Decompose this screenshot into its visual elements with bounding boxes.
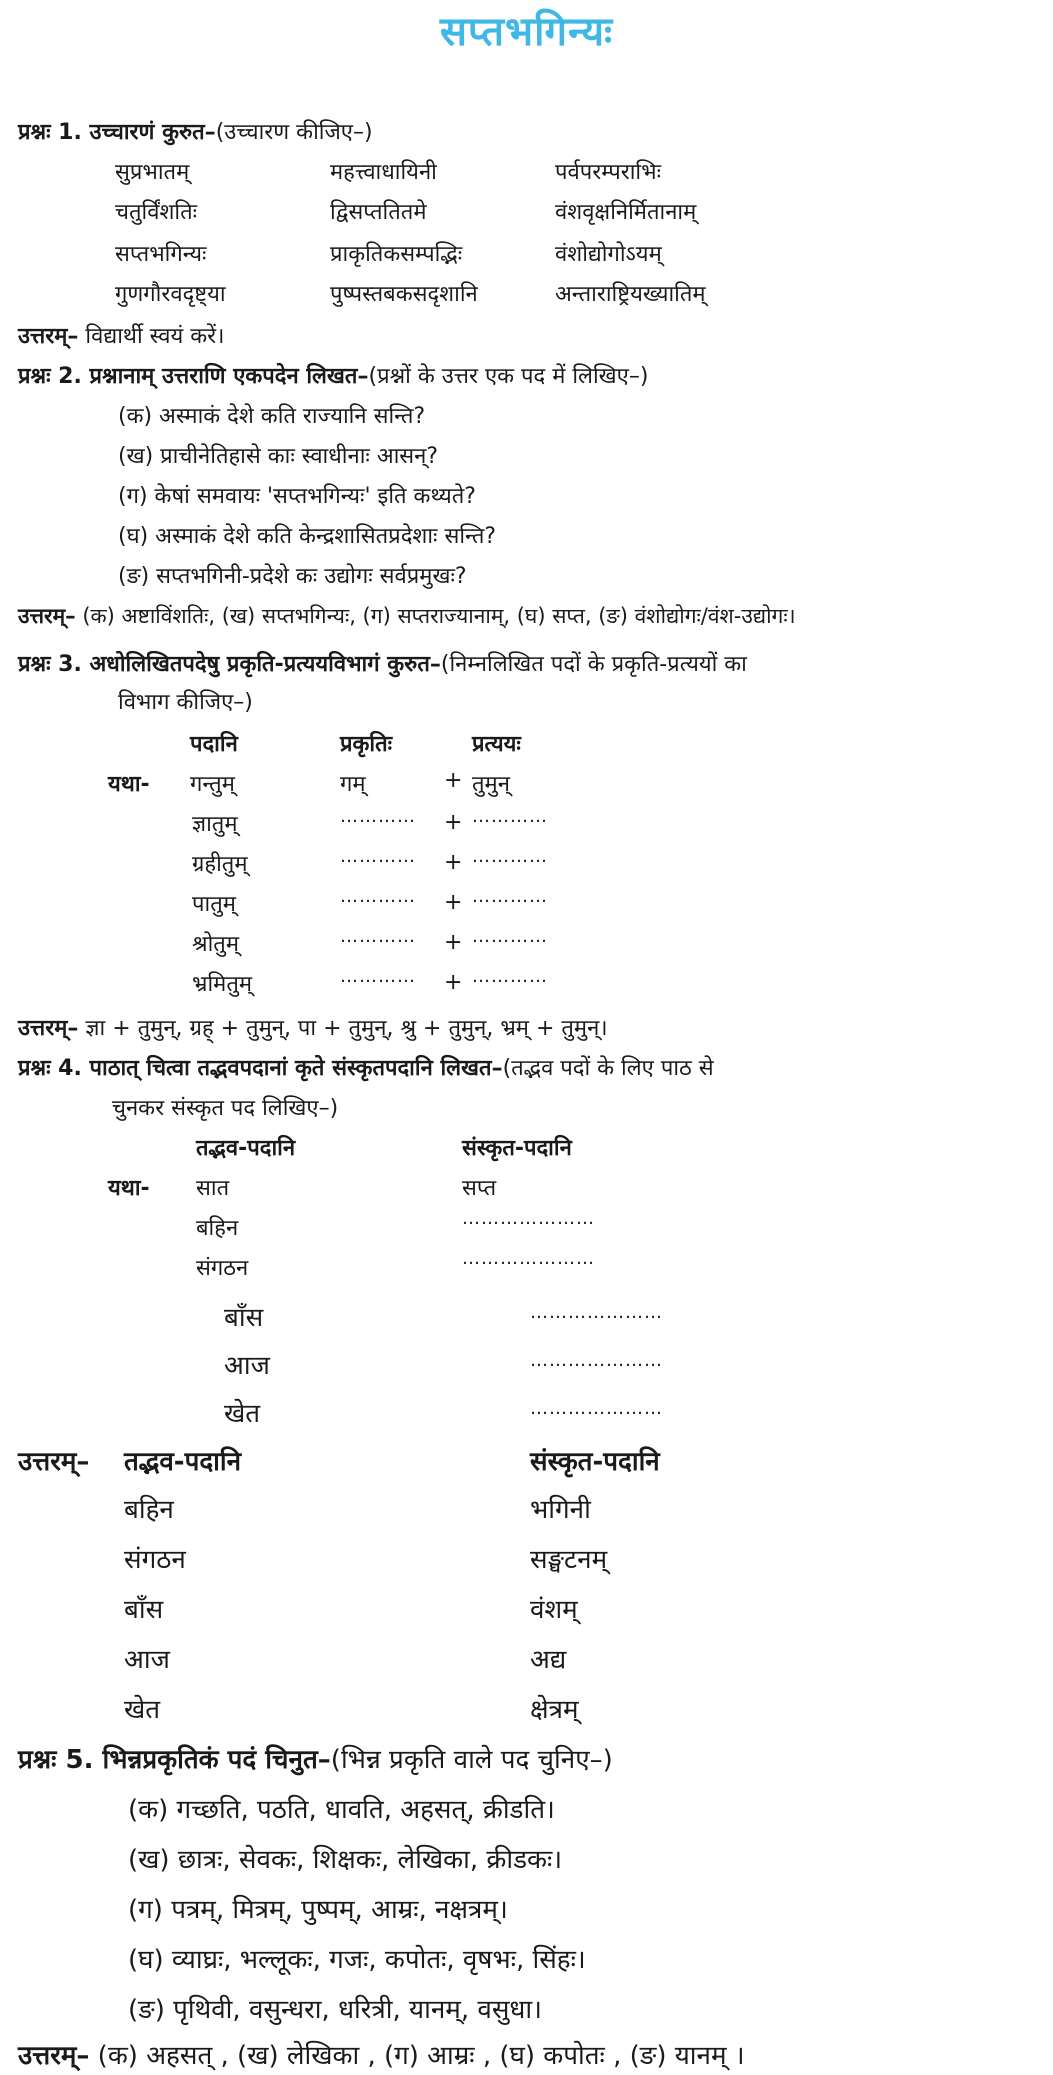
q3-blank: ………… <box>340 966 416 987</box>
q4-blank: ………………… <box>530 1398 663 1419</box>
question-5-label: प्रश्नः 5. भिन्नप्रकृतिकं पदं चिनुत– <box>18 1745 331 1775</box>
answer-2-label: उत्तरम्– <box>18 604 76 628</box>
answer-3-text: ज्ञा + तुमुन्, ग्रह् + तुमुन्, पा + तुमुन्, श्रु + तुमुन्, भ्रम् + तुमुन्। <box>85 1016 608 1041</box>
q1-word: वंशोद्योगोऽयम् <box>555 242 662 267</box>
q5-item: (घ) व्याघ्रः, भल्लूकः, गजः, कपोतः, वृषभः, सिंहः। <box>128 1945 586 1975</box>
answer-4-sanskrit: सङ्घटनम् <box>530 1545 608 1575</box>
q3-plus: + <box>444 850 463 875</box>
q3-blank: ………… <box>472 926 548 947</box>
question-1-hint: (उच्चारण कीजिए–) <box>215 120 373 145</box>
answer-2-text: (क) अष्टाविंशतिः, (ख) सप्तभगिन्यः, (ग) सप्तराज्यानाम्, (घ) सप्त, (ङ) वंशोद्योगः/वंश-उद्योगः। <box>82 604 796 628</box>
q3-plus: + <box>444 930 463 955</box>
q3-prakriti: गम् <box>340 772 366 797</box>
q3-col-header: पदानि <box>190 732 238 757</box>
answer-4-tadbhav: आज <box>124 1645 170 1675</box>
q1-word: पर्वपरम्पराभिः <box>555 160 662 185</box>
question-1-label: प्रश्नः 1. उच्चारणं कुरुत– <box>18 120 216 145</box>
answer-3-label: उत्तरम्– <box>18 1016 79 1041</box>
q4-col-header: संस्कृत-पदानि <box>462 1136 572 1161</box>
q5-item: (ग) पत्रम्, मित्रम्, पुष्पम्, आम्रः, नक्षत्रम्। <box>128 1895 508 1925</box>
q3-pratyaya: तुमुन् <box>472 772 510 797</box>
q1-word: पुष्पस्तबकसदृशानि <box>330 282 478 307</box>
q1-word: वंशवृक्षनिर्मितानाम् <box>555 200 697 225</box>
q5-item: (ख) छात्रः, सेवकः, शिक्षकः, लेखिका, क्रीडकः। <box>128 1845 563 1875</box>
q3-blank: ………… <box>472 806 548 827</box>
page-title: सप्तभगिन्यः <box>439 9 614 55</box>
q4-tadbhav: आज <box>224 1351 270 1381</box>
question-3 <box>18 648 747 678</box>
answer-4-sanskrit: भगिनी <box>530 1495 591 1525</box>
q2-item: (घ) अस्माकं देशे कति केन्द्रशासितप्रदेशाः सन्ति? <box>118 524 497 549</box>
q3-plus: + <box>444 970 463 995</box>
q1-word: महत्त्वाधायिनी <box>330 160 437 185</box>
answer-4-tadbhav: बहिन <box>124 1495 174 1525</box>
q4-tadbhav: खेत <box>224 1399 261 1429</box>
answer-4-header: संस्कृत-पदानि <box>530 1447 660 1477</box>
q4-tadbhav: संगठन <box>196 1256 249 1281</box>
answer-4-label: उत्तरम्– <box>18 1447 90 1477</box>
q3-blank: ………… <box>340 806 416 827</box>
answer-5 <box>18 2036 745 2072</box>
answer-4-sanskrit: अद्य <box>530 1645 567 1675</box>
q4-example-label: यथा- <box>108 1176 150 1201</box>
q3-plus: + <box>444 810 463 835</box>
q3-example-label: यथा- <box>108 772 150 797</box>
answer-1-label: उत्तरम्– <box>18 324 79 349</box>
q1-word: द्विसप्ततितमे <box>330 200 427 225</box>
question-3-hint: (निम्नलिखित पदों के प्रकृति-प्रत्ययों का <box>440 652 747 677</box>
question-2 <box>18 360 648 390</box>
q5-item: (ङ) पृथिवी, वसुन्धरा, धरित्री, यानम्, वसुधा। <box>128 1995 542 2025</box>
q4-tadbhav: बहिन <box>196 1216 239 1241</box>
q1-word: प्राकृतिकसम्पद्भिः <box>330 242 463 267</box>
q3-blank: ………… <box>340 926 416 947</box>
answer-3 <box>18 1012 608 1042</box>
q2-item: (क) अस्माकं देशे कति राज्यानि सन्ति? <box>118 404 426 429</box>
question-4-label: प्रश्नः 4. पाठात् चित्वा तद्भवपदानां कृते संस्कृतपदानि लिखत– <box>18 1056 503 1081</box>
q4-blank: ………………… <box>462 1248 595 1269</box>
q3-pada: श्रोतुम् <box>192 932 239 957</box>
question-5 <box>18 1740 613 1776</box>
q3-col-header: प्रकृतिः <box>340 732 393 757</box>
q3-pada: ज्ञातुम् <box>192 812 238 837</box>
question-4-hint-cont: चुनकर संस्कृत पद लिखिए–) <box>112 1096 339 1121</box>
answer-4-tadbhav: बाँस <box>124 1595 164 1625</box>
q4-blank: ………………… <box>530 1350 663 1371</box>
q4-col-header: तद्भव-पदानि <box>196 1136 296 1161</box>
q3-col-header: प्रत्ययः <box>472 732 521 757</box>
answer-4-header: तद्भव-पदानि <box>124 1447 242 1477</box>
q2-item: (ग) केषां समवायः 'सप्तभगिन्यः' इति कथ्यते? <box>118 484 476 509</box>
q3-blank: ………… <box>340 886 416 907</box>
answer-2 <box>18 602 796 630</box>
q3-pada: ग्रहीतुम् <box>192 852 248 877</box>
q2-item: (ङ) सप्तभगिनी-प्रदेशे कः उद्योगः सर्वप्रमुखः? <box>118 564 467 589</box>
q1-word: सुप्रभातम् <box>115 160 190 185</box>
answer-4-tadbhav: संगठन <box>124 1545 186 1575</box>
answer-4-sanskrit: वंशम् <box>530 1595 578 1625</box>
q5-item: (क) गच्छति, पठति, धावति, अहसत्, क्रीडति। <box>128 1795 555 1825</box>
answer-4-tadbhav: खेत <box>124 1695 161 1725</box>
q3-blank: ………… <box>472 846 548 867</box>
question-2-label: प्रश्नः 2. प्रश्नानाम् उत्तराणि एकपदेन लिखत– <box>18 364 369 389</box>
q4-blank: ………………… <box>530 1302 663 1323</box>
question-5-hint: (भिन्न प्रकृति वाले पद चुनिए–) <box>330 1745 613 1775</box>
q3-pada: भ्रमितुम् <box>192 972 253 997</box>
q3-blank: ………… <box>472 966 548 987</box>
q3-pada: पातुम् <box>192 892 236 917</box>
q1-word: गुणगौरवदृष्ट्या <box>115 282 226 307</box>
question-4-hint: (तद्भव पदों के लिए पाठ से <box>502 1056 714 1081</box>
question-3-hint-cont: विभाग कीजिए–) <box>118 690 253 715</box>
answer-1-text: विद्यार्थी स्वयं करें। <box>85 324 225 349</box>
q1-word: अन्ताराष्ट्रियख्यातिम् <box>555 282 706 307</box>
question-3-label: प्रश्नः 3. अधोलिखितपदेषु प्रकृति-प्रत्ययविभागं कुरुत– <box>18 652 441 677</box>
q3-plus: + <box>444 890 463 915</box>
answer-1 <box>18 320 224 350</box>
q1-word: चतुर्विंशतिः <box>115 200 198 225</box>
q3-pada: गन्तुम् <box>190 772 235 797</box>
answer-5-text: (क) अहसत् , (ख) लेखिका , (ग) आम्रः , (घ) कपोतः , (ङ) यानम् । <box>97 2041 745 2071</box>
question-2-hint: (प्रश्नों के उत्तर एक पद में लिखिए–) <box>368 364 649 389</box>
q3-plus: + <box>444 768 463 793</box>
q4-blank: ………………… <box>462 1208 595 1229</box>
question-1 <box>18 116 373 146</box>
question-4 <box>18 1052 714 1082</box>
q4-sanskrit: सप्त <box>462 1176 497 1201</box>
q4-tadbhav: सात <box>196 1176 230 1201</box>
answer-4-sanskrit: क्षेत्रम् <box>530 1695 579 1725</box>
q3-blank: ………… <box>340 846 416 867</box>
answer-5-label: उत्तरम्– <box>18 2041 90 2071</box>
q4-tadbhav: बाँस <box>224 1303 264 1333</box>
q1-word: सप्तभगिन्यः <box>115 242 207 267</box>
q2-item: (ख) प्राचीनेतिहासे काः स्वाधीनाः आसन्? <box>118 444 439 469</box>
q3-blank: ………… <box>472 886 548 907</box>
